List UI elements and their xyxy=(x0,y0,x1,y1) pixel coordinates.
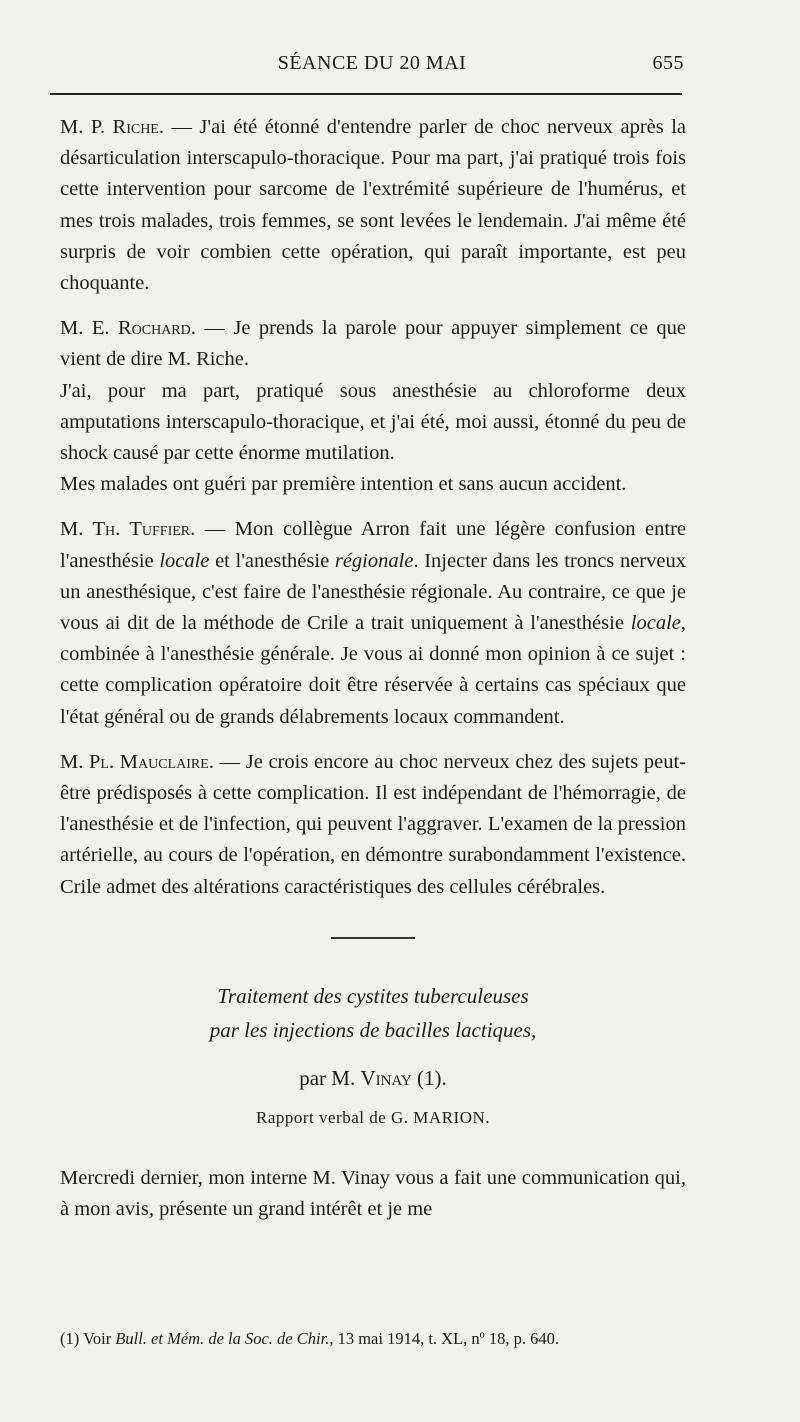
paragraph-text: J'ai, pour ma part, pratiqué sous anesthésie au chloroforme deux amputations interscapulo-thoracique, et j'ai été, moi aussi, étonné du peu de shock causé par cette énorme mutilation. xyxy=(60,379,686,465)
article-title-line: Traitement des cystites tuberculeuses xyxy=(217,983,529,1008)
paragraph-text: Mes malades ont guéri par première intention et sans aucun accident. xyxy=(60,473,627,496)
author-name: Vinay xyxy=(360,1065,412,1090)
paragraph-text: — Je prends la parole pour appuyer simplement ce que vient de dire M. Riche. xyxy=(60,317,687,371)
footnote-source: Bull. et Mém. de la Soc. de Chir. xyxy=(115,1329,330,1348)
footnote-prefix: (1) Voir xyxy=(60,1329,116,1348)
paragraph-riche xyxy=(60,112,686,299)
speaker-name: M. Pl. Mauclaire. xyxy=(60,750,214,773)
paragraph-text: — Mon collègue Arron fait une légère confusion entre l'anesthésie xyxy=(60,518,686,572)
footnote-ref: (1). xyxy=(411,1065,447,1090)
paragraph-text: et l'anesthésie xyxy=(209,549,335,572)
paragraph-mauclaire xyxy=(60,747,686,903)
paragraph-rochard-2 xyxy=(60,376,686,470)
header-rule xyxy=(50,93,682,95)
page-number: 655 xyxy=(652,52,684,74)
report-line: Rapport verbal de G. MARION. xyxy=(255,1108,490,1128)
emphasis-word: locale xyxy=(630,612,681,635)
footnote xyxy=(60,1326,686,1352)
page-header xyxy=(60,52,684,82)
footnote-rest: , 13 mai 1914, t. XL, nº 18, p. 640. xyxy=(329,1329,560,1348)
speaker-name: M. E. Rochard. xyxy=(60,317,196,340)
body-text xyxy=(60,112,686,1240)
speaker-name: M. P. Riche. xyxy=(60,116,164,138)
paragraph-text: — J'ai été étonné d'entendre parler de choc nerveux après la désarticulation interscapulo-thoracique. Pour ma part, j'ai pratiqué trois fois cette intervention pour sarcome de l'extrémité supérieure de l'humérus, et mes trois malades, trois femmes, se sont levées le lendemain. J'ai même été surpris de voir combien cette opération, qui paraît importante, est peu choquante. xyxy=(60,116,686,295)
article-title xyxy=(60,979,686,1047)
paragraph-rochard xyxy=(60,313,686,375)
running-title: SÉANCE DU 20 MAI xyxy=(277,52,467,74)
emphasis-word: locale xyxy=(159,549,210,572)
emphasis-word: régionale xyxy=(334,549,414,572)
paragraph-text: , combinée à l'anesthésie générale. Je vous ai donné mon opinion à ce sujet : cette complication opératoire doit être réservée à certains cas spéciaux que l'état général ou de grands délabrements locaux commandent. xyxy=(60,612,686,728)
paragraph-text: . Injecter dans les troncs nerveux un anesthésique, c'est faire de l'anesthésie régionale. Au contraire, ce que je vous ai dit de la méthode de Crile a trait uniquement à l'anesthésie xyxy=(60,549,686,635)
paragraph-tuffier xyxy=(60,514,686,732)
paragraph-rochard-3 xyxy=(60,469,686,500)
article-opening: Mercredi dernier, mon interne M. Vinay vous a fait une communication qui, à mon avis, présente un grand intérêt et je me xyxy=(60,1167,686,1221)
article-byline xyxy=(60,1063,686,1094)
byline-prefix: par M. xyxy=(299,1065,361,1090)
article-title-line: par les injections de bacilles lactiques, xyxy=(209,1017,537,1042)
speaker-name: M. Th. Tuffier. xyxy=(60,518,196,541)
paragraph-text: — Je crois encore au choc nerveux chez des sujets peut-être prédisposés à cette complication. Il est indépendant de l'hémorragie, de l'anesthésie et de l'infection, qui peuvent l'aggraver. L'examen de la pression artérielle, au cours de l'opération, en démontre surabondamment l'existence. Crile admet des altérations caractéristiques des cellules cérébrales. xyxy=(60,750,686,898)
section-separator xyxy=(331,937,415,939)
